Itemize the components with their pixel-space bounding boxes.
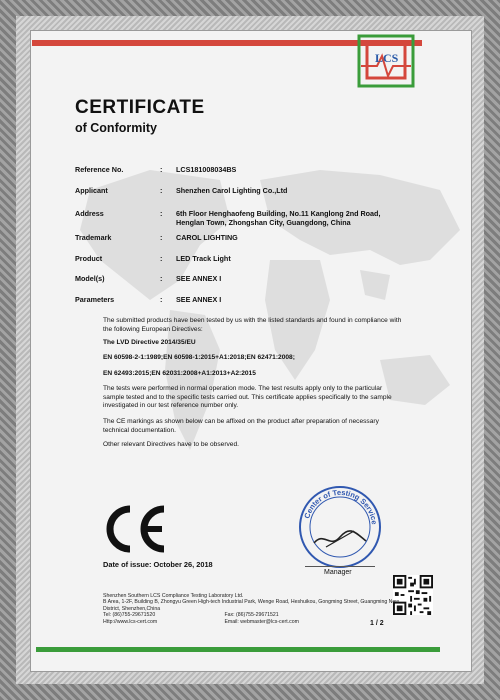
field-colon: : [160, 295, 163, 304]
body-intro: The submitted products have been tested by us with the listed standards and found in compliance with the following European Directives: [103, 317, 402, 333]
field-label-reference: Reference No. [75, 165, 124, 174]
lcs-logo [355, 32, 417, 90]
field-label-applicant: Applicant [75, 186, 108, 195]
body-standards-2: EN 62493:2015;EN 62031:2008+A1:2013+A2:2015 [103, 370, 256, 377]
issue-date: Date of issue: October 26, 2018 [103, 560, 213, 569]
body-other: Other relevant Directives have to be observed. [103, 441, 239, 448]
body-directive: The LVD Directive 2014/35/EU [103, 339, 196, 346]
testing-center-stamp [296, 483, 384, 571]
footer-tel: Tel: (86)755-29671520 [103, 612, 156, 619]
field-value-trademark: CAROL LIGHTING [176, 233, 238, 242]
logo-text: LCS [375, 51, 399, 65]
field-value-parameters: SEE ANNEX I [176, 295, 222, 304]
field-colon: : [160, 165, 163, 174]
field-value-reference: LCS181008034BS [176, 165, 237, 174]
footer-web[interactable]: Http://www.lcs-cert.com [103, 618, 158, 625]
field-value-product: LED Track Light [176, 254, 231, 263]
field-value-applicant: Shenzhen Carol Lighting Co.,Ltd [176, 186, 288, 195]
field-label-models: Model(s) [75, 274, 105, 283]
field-colon: : [160, 209, 163, 218]
field-value-address: 6th Floor Henghaofeng Building, No.11 Kanglong 2nd Road, Henglan Town, Zhongshan City, Guangdong, China [176, 209, 381, 227]
field-label-trademark: Trademark [75, 233, 112, 242]
footer-fax: Fax: (86)755-29671521 [224, 612, 279, 619]
lab-footer [103, 593, 403, 625]
bottom-green-bar [36, 647, 440, 652]
ce-mark [100, 503, 170, 555]
body-ce-marking: The CE markings as shown below can be affixed on the product after preparation of necessary technical documentation. [103, 418, 379, 434]
certificate-subtitle: of Conformity [75, 121, 157, 135]
field-colon: : [160, 233, 163, 242]
footer-address: B Area, 1-2F, Building B, Zhongyu Green High-tech Industrial Park, Wenge Road, Heshuikou, Gongming Street, Guangming New District, Shenzhen,China [103, 599, 400, 612]
field-colon: : [160, 274, 163, 283]
field-colon: : [160, 186, 163, 195]
svg-text:Center of Testing Service [302, 488, 379, 525]
field-label-address: Address [75, 209, 104, 218]
footer-company: Shenzhen Southern LCS Compliance Testing Laboratory Ltd. [103, 593, 244, 599]
signature-line [305, 566, 375, 567]
certificate-title: CERTIFICATE [75, 97, 205, 118]
footer-email[interactable]: Email: webmaster@lcs-cert.com [224, 618, 299, 625]
manager-label: Manager [324, 569, 352, 576]
field-label-product: Product [75, 254, 103, 263]
body-standards-1: EN 60598-2-1:1989;EN 60598-1:2015+A1:2018;EN 62471:2008; [103, 354, 295, 361]
body-tests: The tests were performed in normal operation mode. The test results apply only to the particular sample tested and to the specific tests carried out. This certificate applies specifically to the sample investigated in our test reference number only. [103, 385, 392, 409]
field-value-models: SEE ANNEX I [176, 274, 222, 283]
stamp-text: Center of Testing Service [302, 487, 379, 525]
field-label-parameters: Parameters [75, 295, 115, 304]
page-number: 1 / 2 [370, 620, 384, 627]
field-colon: : [160, 254, 163, 263]
